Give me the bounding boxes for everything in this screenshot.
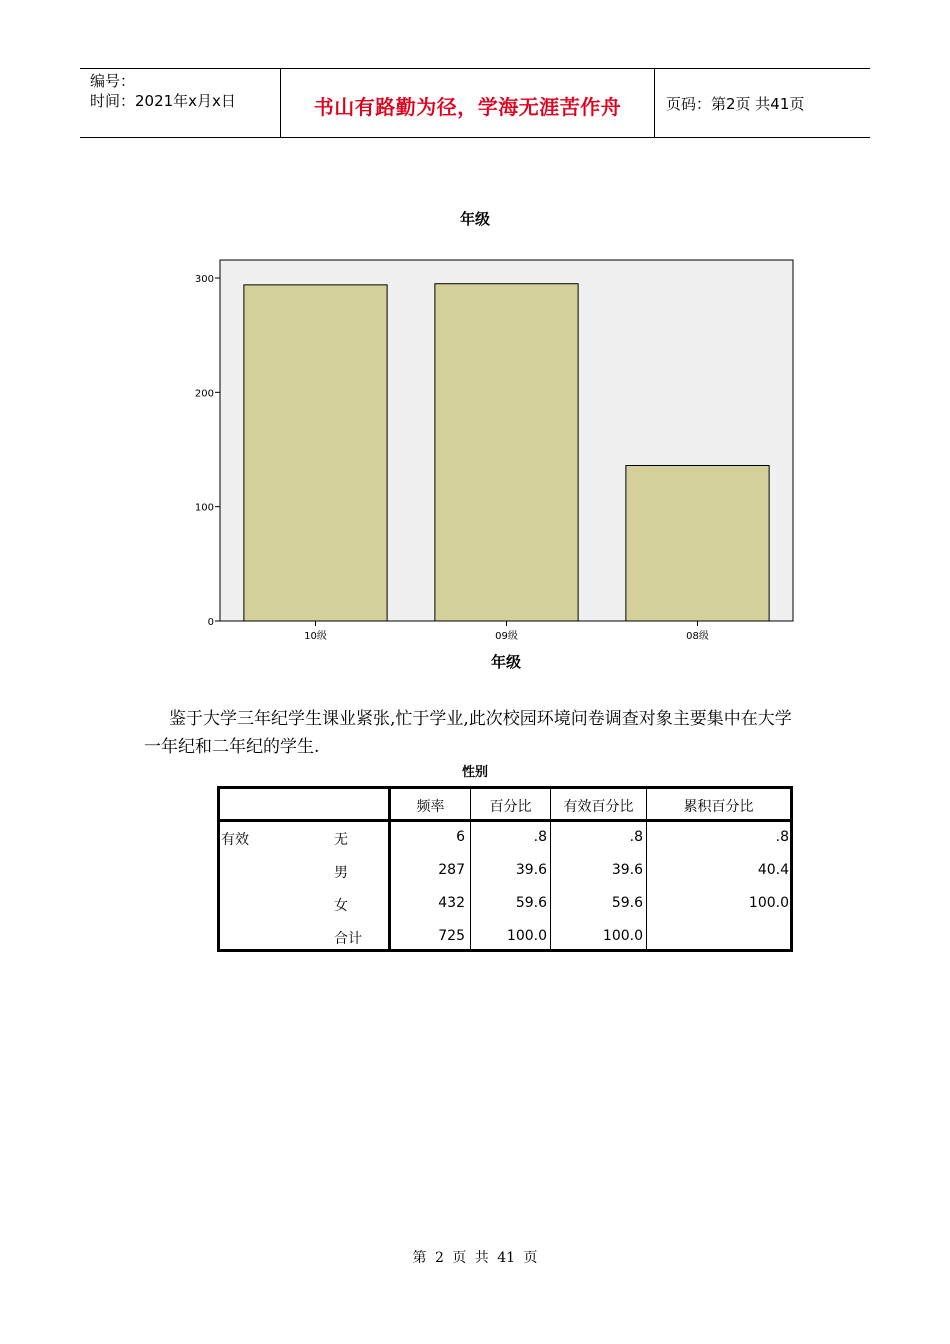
group-label: 有效	[221, 832, 249, 848]
row-label: 无	[334, 832, 348, 848]
table-cell: 40.4	[757, 862, 789, 878]
column-header: 频率	[416, 799, 445, 815]
table-cell: 100.0	[602, 928, 643, 944]
x-axis-title: 年级	[490, 653, 521, 671]
page-header	[80, 68, 870, 138]
y-tick-label: 0	[207, 617, 214, 628]
bar-10级	[244, 285, 387, 621]
y-tick-label: 300	[194, 274, 214, 285]
table-cell: 287	[438, 862, 465, 878]
table-title: 性别	[461, 765, 488, 780]
body-paragraph: 鉴于大学三年纪学生课业紧张,忙于学业,此次校园环境问卷调查对象主要集中在大学一年纪和二年纪的学生.	[144, 709, 792, 757]
header-divider	[654, 69, 655, 137]
row-label: 合计	[334, 931, 362, 947]
table-cell: 59.6	[515, 895, 547, 911]
column-header: 累积百分比	[683, 799, 754, 815]
page-footer: 第 2 页 共 41 页	[412, 1250, 538, 1266]
header-page-info: 页码：第2页 共41页	[666, 95, 805, 113]
bar-09级	[435, 284, 578, 621]
table-cell: .8	[629, 829, 643, 845]
x-axis	[304, 621, 709, 642]
header-motto: 书山有路勤为径，学海无涯苦作舟	[313, 95, 622, 119]
x-tick-label: 10级	[304, 631, 327, 642]
table-cell: 100.0	[506, 928, 547, 944]
table-cell: 725	[438, 928, 465, 944]
row-label: 男	[334, 865, 348, 881]
header-rule	[220, 819, 790, 822]
column-header: 百分比	[489, 799, 532, 815]
column-header: 有效百分比	[563, 799, 634, 815]
table-cell: 100.0	[748, 895, 789, 911]
chart-title: 年级	[459, 210, 490, 228]
time-label: 时间：2021年x月x日	[90, 92, 236, 110]
table-cell: 59.6	[611, 895, 643, 911]
y-tick-label: 200	[194, 388, 214, 400]
frequency-table	[217, 786, 793, 952]
header-meta	[90, 71, 236, 111]
table-cell: 432	[438, 895, 465, 911]
bar-08级	[626, 466, 769, 621]
number-label: 编号：	[90, 72, 136, 90]
x-tick-label: 09级	[495, 631, 518, 642]
y-axis	[195, 274, 220, 628]
y-tick-label: 100	[194, 502, 214, 514]
table-cell: 39.6	[515, 862, 547, 878]
table-cell: .8	[775, 829, 789, 845]
table-cell: 6	[456, 829, 465, 845]
table-cell: 39.6	[611, 862, 643, 878]
x-tick-label: 08级	[686, 631, 709, 642]
bar-chart	[160, 250, 810, 650]
table-cell: .8	[533, 829, 547, 845]
row-label: 女	[334, 898, 348, 914]
